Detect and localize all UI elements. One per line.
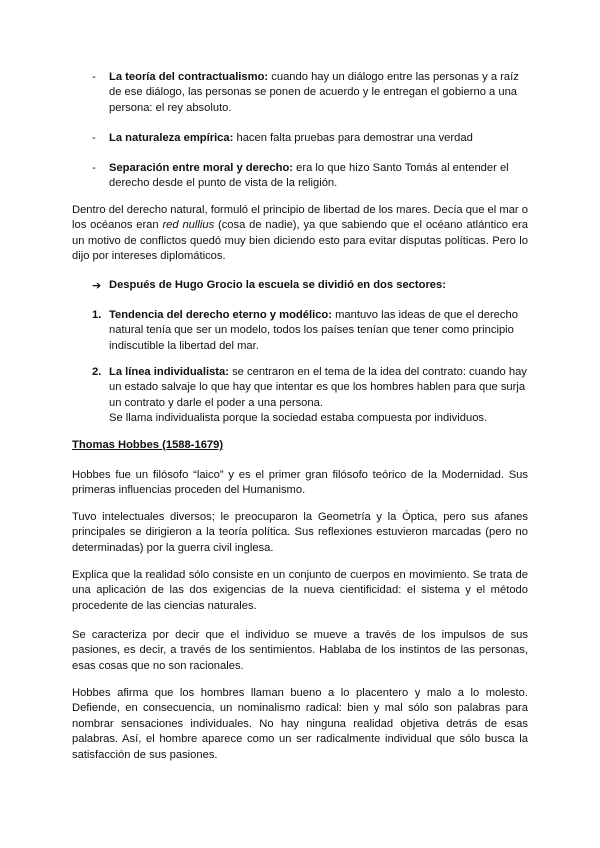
- italic-term: red nullius: [162, 219, 215, 232]
- paragraph-4: Se caracteriza por decir que el individuo se mueve a través de los impulsos de sus pasiones, es decir, a través de los sentimientos. Hablaba de los instintos de las personas, esas cosas que no son racionales.: [72, 629, 528, 672]
- paragraph-2: Tuvo intelectuales diversos; le preocuparon la Geometría y la Óptica, pero sus afanes principales se dirigieron a la teoría política. Sus reflexiones estuvieron marcadas (pero no determinadas) por la guerra civil inglesa.: [72, 511, 528, 554]
- bullet-contractualismo: [92, 70, 528, 116]
- item-number: 1.: [92, 309, 102, 321]
- numbered-item-2: [92, 365, 528, 427]
- paragraph-3: Explica que la realidad sólo consiste en un conjunto de cuerpos en movimiento. Se trata de una aplicación de las dos exigencias de la nueva cientificidad: el sistema y el método procedente de las ciencias naturales.: [72, 569, 528, 612]
- item-text: se centraron en el tema de la idea del contrato: cuando hay un estado salvaje lo que hay que intentar es que los hombres hablen para que surja un contrato y darle el poder a una persona.: [109, 366, 527, 409]
- section-heading: Thomas Hobbes (1588-1679): [72, 439, 224, 451]
- paragraph-derecho-natural: [72, 203, 528, 265]
- paragraph-1: Hobbes fue un filósofo “laico” y es el primer gran filósofo teórico de la Modernidad. Sus primeras influencias proceden del Humanismo.: [72, 469, 528, 497]
- bullet-dash: -: [92, 71, 96, 83]
- item-extra-text: Se llama individualista porque la sociedad estaba compuesta por individuos.: [109, 412, 488, 425]
- arrow-right-icon: ➔: [92, 279, 102, 292]
- paragraph-text: (cosa de nadie), ya que sabiendo que el océano atlántico era un motivo de conflictos quedó muy bien diciendo esto para evitar disputas políticas. Pero lo dijo por intereses diplomáticos.: [72, 219, 528, 263]
- paragraph-text: Dentro del derecho natural, formuló el principio de libertad de los mares. Decía que el mar o los océanos eran: [72, 204, 528, 232]
- item-term: La línea individualista:: [109, 366, 229, 378]
- bullet-term: La naturaleza empírica:: [109, 132, 234, 144]
- bullet-term: La teoría del contractualismo:: [109, 71, 269, 83]
- bullet-text: era lo que hizo Santo Tomás al entender el derecho desde el punto de vista de la religión.: [109, 162, 509, 190]
- bullet-text: hacen falta pruebas para demostrar una verdad: [233, 132, 473, 144]
- arrow-statement-text: Después de Hugo Grocio la escuela se dividió en dos sectores:: [109, 279, 446, 291]
- bullet-naturaleza-empirica: [92, 131, 528, 146]
- item-text: mantuvo las ideas de que el derecho natural tenía que ser un modelo, todos los países tenían que tener como principio indiscutible la libertad del mar.: [109, 309, 518, 352]
- item-number: 2.: [92, 366, 102, 378]
- bullet-dash: -: [92, 132, 96, 144]
- arrow-statement: [92, 278, 528, 293]
- numbered-item-1: [92, 308, 528, 354]
- paragraph-5: Hobbes afirma que los hombres llaman bueno a lo placentero y malo a lo molesto. Defiende, en consecuencia, un nominalismo radical: bien y mal sólo son palabras para nombrar sensaciones individuales. No hay ninguna realidad objetiva detrás de esas palabras. Así, el hombre aparece como un ser radicalmente individual que sólo busca la satisfacción de sus pasiones.: [72, 687, 528, 761]
- bullet-separacion-moral-derecho: [92, 161, 528, 192]
- bullet-term: Separación entre moral y derecho:: [109, 162, 294, 174]
- item-term: Tendencia del derecho eterno y modélico:: [109, 309, 332, 321]
- bullet-dash: -: [92, 162, 96, 174]
- bullet-text: cuando hay un diálogo entre las personas y a raíz de ese diálogo, las personas se ponen de acuerdo y le entregan el gobierno a una persona: el rey absoluto.: [109, 71, 519, 114]
